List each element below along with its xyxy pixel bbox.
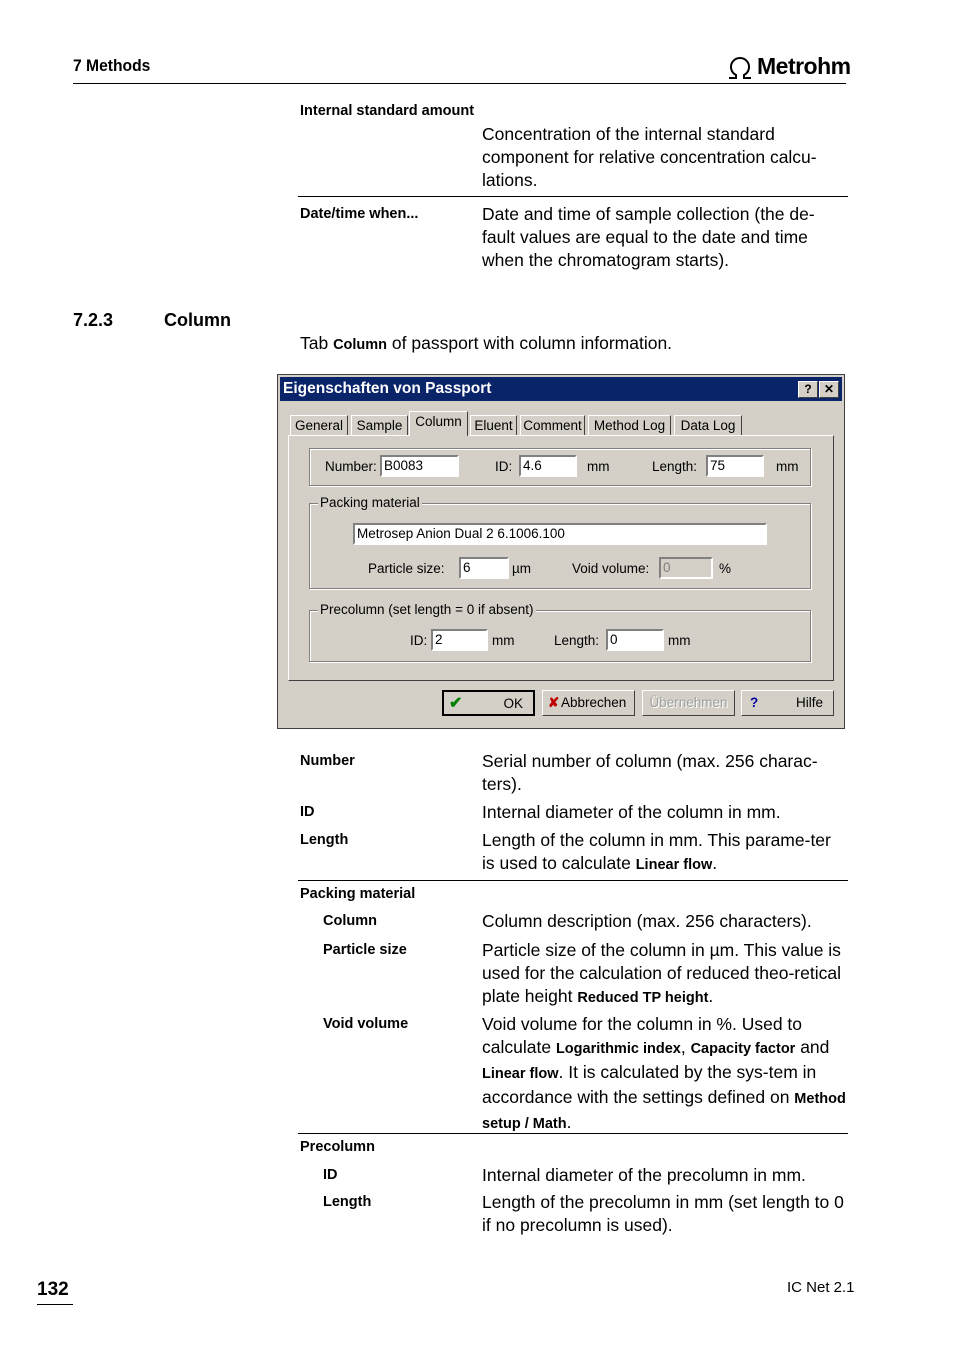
- desc-date-time: Date and time of sample collection (the de-fault values are equal to the date and time when the chromatogram starts).: [482, 204, 815, 270]
- void-volume-unit: %: [719, 561, 732, 576]
- precolumn-id-unit: mm: [492, 633, 515, 648]
- desc-internal-standard-amount: Concentration of the internal standard component for relative concentration calcu-lations.: [482, 124, 817, 190]
- length-field[interactable]: 75: [706, 455, 764, 477]
- desc-particle-size: Particle size of the column in µm. This value is used for the calculation of reduced theo-retical plate height Reduced TP height.: [482, 940, 841, 1006]
- footer-rule: [37, 1304, 73, 1305]
- dialog-title: Eigenschaften von Passport: [283, 380, 492, 397]
- precolumn-length-unit: mm: [668, 633, 691, 648]
- help-icon[interactable]: ?: [798, 381, 818, 398]
- passport-dialog: [277, 374, 845, 729]
- term-id: ID: [300, 804, 315, 820]
- product-name: IC Net 2.1: [787, 1279, 855, 1296]
- precolumn-group-label: Precolumn (set length = 0 if absent): [320, 602, 534, 617]
- precolumn-length-field[interactable]: 0: [606, 629, 664, 651]
- term-void-volume: Void volume: [323, 1016, 409, 1032]
- term-precolumn-id: ID: [323, 1167, 338, 1183]
- tab-eluent[interactable]: Eluent: [470, 415, 517, 435]
- question-icon: ?: [750, 695, 759, 710]
- particle-size-label: Particle size:: [368, 561, 445, 576]
- tab-data-log[interactable]: Data Log: [674, 415, 742, 435]
- id-unit: mm: [587, 459, 610, 474]
- desc-length: Length of the column in mm. This parame-ter is used to calculate Linear flow.: [482, 830, 831, 873]
- close-icon[interactable]: ✕: [819, 381, 839, 398]
- precolumn-group: [309, 602, 811, 662]
- section-number: 7.2.3: [73, 310, 114, 330]
- desc-precolumn-length: Length of the precolumn in mm (set length to 0 if no precolumn is used).: [482, 1192, 844, 1235]
- length-unit: mm: [776, 459, 799, 474]
- precolumn-heading: Precolumn: [300, 1139, 375, 1155]
- void-volume-label: Void volume:: [572, 561, 650, 576]
- precolumn-id-field[interactable]: 2: [431, 629, 488, 651]
- particle-size-field[interactable]: 6: [459, 557, 509, 579]
- brand-name: Metrohm: [757, 53, 851, 79]
- packing-material-field[interactable]: Metrosep Anion Dual 2 6.1006.100: [353, 523, 767, 545]
- desc-id: Internal diameter of the column in mm.: [482, 802, 781, 822]
- term-packing-column: Column: [323, 913, 377, 929]
- brand-logo: [725, 53, 851, 80]
- intro-paragraph: Tab Column of passport with column information.: [300, 333, 673, 353]
- precolumn-length-label: Length:: [554, 633, 600, 648]
- desc-number: Serial number of column (max. 256 charac-ters).: [482, 751, 818, 794]
- term-date-time: Date/time when...: [300, 206, 419, 222]
- desc-precolumn-id: Internal diameter of the precolumn in mm.: [482, 1165, 806, 1185]
- cancel-button[interactable]: ✘ Abbrechen: [542, 690, 635, 716]
- divider: [298, 880, 848, 881]
- ok-button[interactable]: ✔ OK: [442, 690, 535, 716]
- packing-group-label: Packing material: [320, 495, 420, 510]
- term-particle-size: Particle size: [323, 942, 407, 958]
- header-rule: [73, 83, 846, 84]
- term-number: Number: [300, 753, 355, 769]
- apply-button: Übernehmen: [642, 690, 735, 716]
- number-field[interactable]: B0083: [380, 455, 459, 477]
- packing-group: [309, 495, 811, 589]
- tab-method-log[interactable]: Method Log: [588, 415, 671, 435]
- tab-column[interactable]: Column: [409, 411, 468, 436]
- divider: [298, 196, 848, 197]
- desc-void-volume: Void volume for the column in %. Used to calculate Logarithmic index, Capacity factor and Linear flow. It is calculated by the sys-tem in accordance with the settings defined on Method setup / Math.: [482, 1014, 846, 1132]
- dialog-title-bar: [280, 377, 842, 401]
- omega-icon: [725, 54, 755, 80]
- number-label: Number:: [325, 459, 377, 474]
- term-length: Length: [300, 832, 349, 848]
- section-header: 7 Methods: [73, 56, 151, 75]
- tab-comment[interactable]: Comment: [520, 415, 585, 435]
- section-title: Column: [164, 310, 231, 330]
- column-tab-panel: [288, 435, 834, 681]
- id-label: ID:: [495, 459, 513, 474]
- divider: [298, 1133, 848, 1134]
- column-basic-group: [309, 448, 811, 486]
- help-button[interactable]: ? Hilfe: [741, 690, 834, 716]
- term-precolumn-length: Length: [323, 1194, 372, 1210]
- tab-sample[interactable]: Sample: [351, 415, 408, 435]
- cross-icon: ✘: [548, 695, 560, 710]
- id-field[interactable]: 4.6: [519, 455, 577, 477]
- length-label: Length:: [652, 459, 698, 474]
- page-number: 132: [37, 1279, 69, 1300]
- precolumn-id-label: ID:: [410, 633, 428, 648]
- term-internal-standard-amount: Internal standard amount: [300, 103, 475, 119]
- packing-heading: Packing material: [300, 886, 416, 902]
- desc-packing-column: Column description (max. 256 characters).: [482, 911, 812, 931]
- tab-general[interactable]: General: [290, 415, 348, 435]
- particle-size-unit: µm: [512, 561, 532, 576]
- void-volume-field: 0: [659, 557, 713, 579]
- checkmark-icon: ✔: [449, 695, 463, 712]
